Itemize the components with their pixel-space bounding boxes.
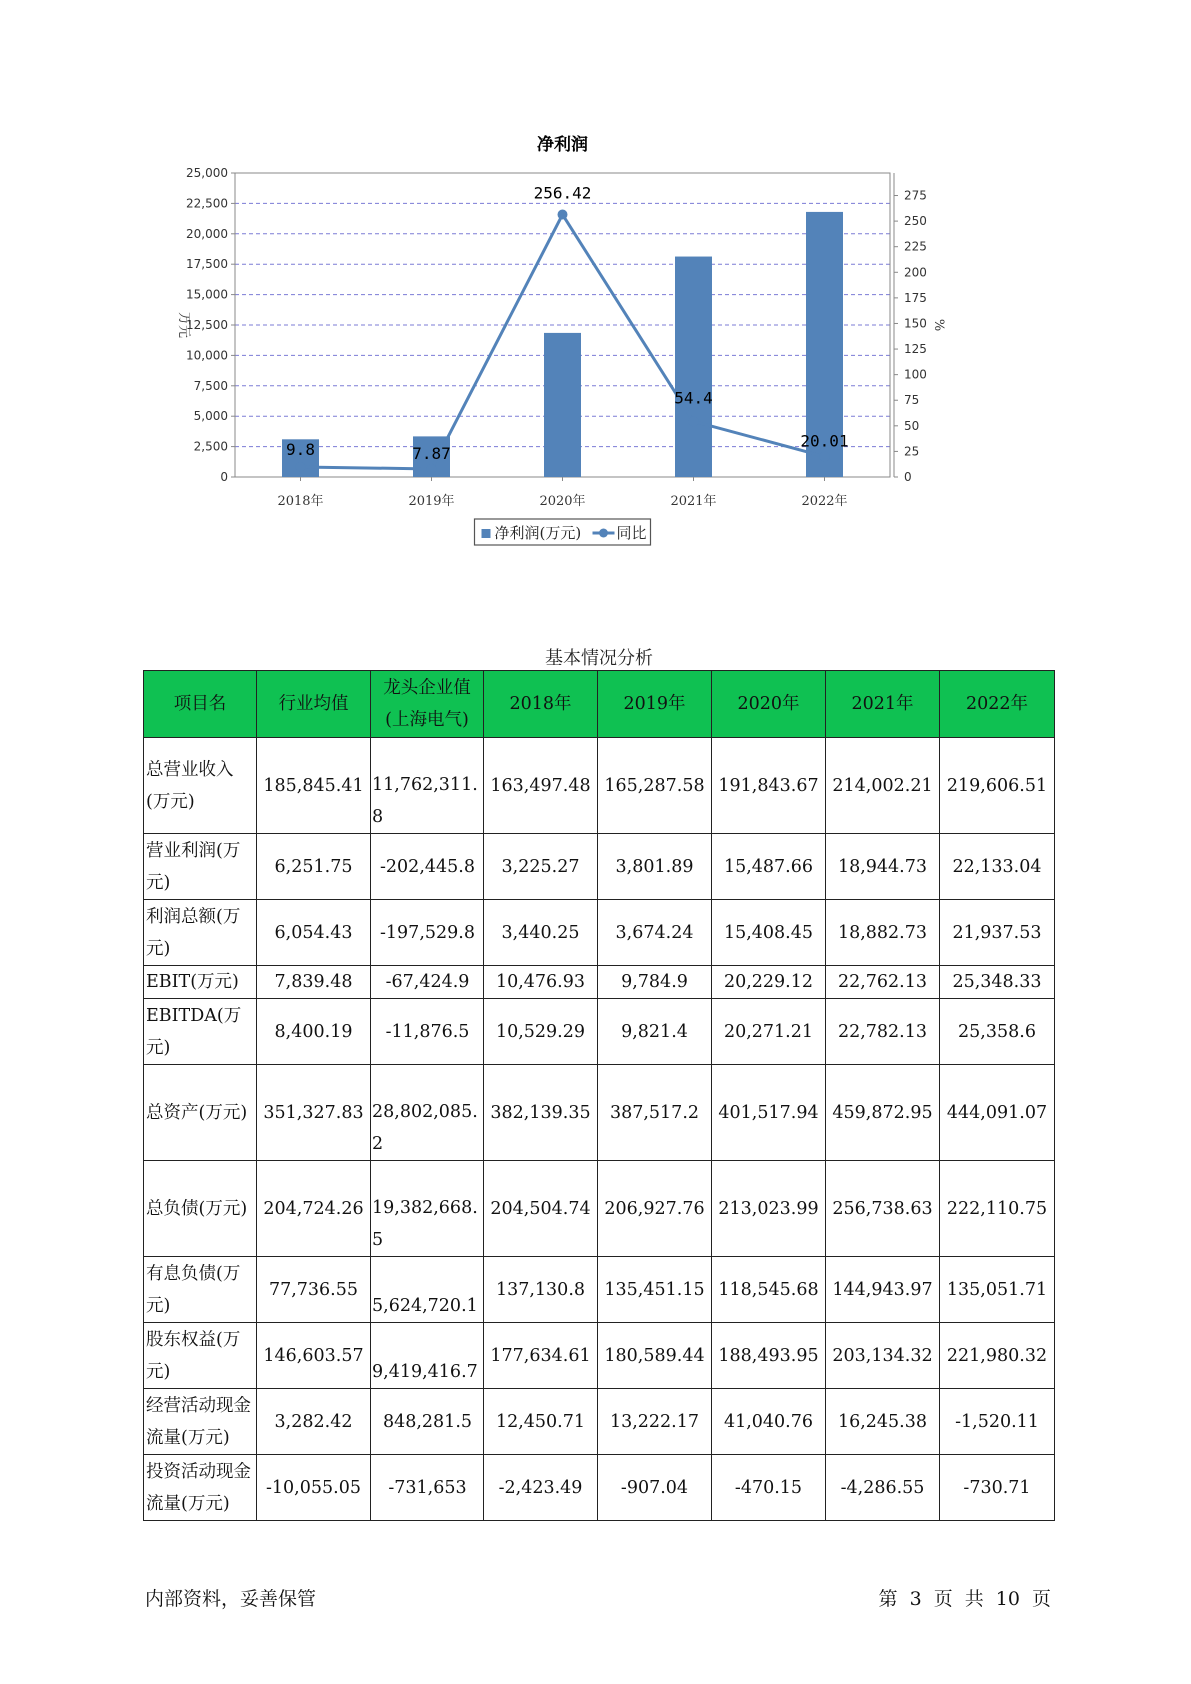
header-year: 2022年 [940, 671, 1055, 738]
row-year-value: 12,450.71 [484, 1389, 598, 1455]
y-tick-label: 17,500 [186, 257, 228, 272]
row-year-value: 20,271.21 [712, 999, 826, 1065]
header-year: 2019年 [598, 671, 712, 738]
y2-tick-label: 250 [904, 214, 927, 229]
yoy-data-label: 54.4 [674, 388, 713, 408]
row-year-value: 165,287.58 [598, 738, 712, 834]
row-item-name: 投资活动现金流量(万元) [144, 1455, 257, 1521]
row-year-value: -907.04 [598, 1455, 712, 1521]
y2-tick-label: 75 [904, 393, 920, 408]
footer-confidential-note: 内部资料，妥善保管 [145, 1588, 317, 1610]
row-industry-avg: 77,736.55 [257, 1257, 371, 1323]
bar [675, 257, 712, 477]
row-year-value: 222,110.75 [940, 1161, 1055, 1257]
row-item-name: 有息负债(万元) [144, 1257, 257, 1323]
y-tick-label: 10,000 [186, 348, 228, 363]
table-row [144, 999, 1055, 1065]
row-leader-value: -197,529.8 [371, 900, 484, 966]
row-year-value: 21,937.53 [940, 900, 1055, 966]
row-industry-avg: 6,251.75 [257, 834, 371, 900]
table-row [144, 1065, 1055, 1161]
table-body [144, 738, 1055, 1521]
table-row [144, 834, 1055, 900]
net-profit-chart [150, 130, 1030, 590]
row-year-value: 18,882.73 [826, 900, 940, 966]
row-item-name: 总营业收入(万元) [144, 738, 257, 834]
row-year-value: 444,091.07 [940, 1065, 1055, 1161]
row-industry-avg: 146,603.57 [257, 1323, 371, 1389]
row-leader-value: 5,624,720.1 [371, 1257, 484, 1323]
header-leader-line1: 龙头企业值 [383, 678, 471, 698]
header-industry-avg: 行业均值 [257, 671, 371, 738]
header-leader [371, 671, 484, 738]
row-year-value: 118,545.68 [712, 1257, 826, 1323]
row-year-value: -730.71 [940, 1455, 1055, 1521]
row-year-value: 15,408.45 [712, 900, 826, 966]
row-year-value: 203,134.32 [826, 1323, 940, 1389]
row-year-value: 9,821.4 [598, 999, 712, 1065]
row-item-name: EBIT(万元) [144, 966, 257, 999]
y-tick-label: 0 [220, 470, 228, 484]
row-year-value: 41,040.76 [712, 1389, 826, 1455]
y-axis-title: 万元 [176, 311, 191, 339]
row-year-value: -470.15 [712, 1455, 826, 1521]
row-year-value: 135,451.15 [598, 1257, 712, 1323]
table-row [144, 738, 1055, 834]
y2-tick-label: 200 [904, 265, 927, 280]
row-industry-avg: 6,054.43 [257, 900, 371, 966]
row-industry-avg: 185,845.41 [257, 738, 371, 834]
table-row [144, 1257, 1055, 1323]
y2-tick-label: 100 [904, 367, 927, 382]
legend-label-bar: 净利润(万元) [494, 524, 582, 542]
row-industry-avg: -10,055.05 [257, 1455, 371, 1521]
header-year: 2020年 [712, 671, 826, 738]
yoy-data-label: 20.01 [800, 431, 849, 451]
y2-tick-label: 150 [904, 316, 927, 331]
x-tick-label: 2018年 [277, 494, 324, 509]
row-year-value: 22,133.04 [940, 834, 1055, 900]
row-year-value: 144,943.97 [826, 1257, 940, 1323]
row-leader-value: 11,762,311.8 [371, 738, 484, 834]
y-tick-label: 20,000 [186, 226, 228, 241]
table-row [144, 1323, 1055, 1389]
row-item-name: 利润总额(万元) [144, 900, 257, 966]
table-caption: 基本情况分析 [545, 648, 653, 669]
y2-tick-label: 25 [904, 444, 920, 459]
row-item-name: 总资产(万元) [144, 1065, 257, 1161]
row-leader-value: 19,382,668.5 [371, 1161, 484, 1257]
row-leader-value: -731,653 [371, 1455, 484, 1521]
row-leader-value: -202,445.8 [371, 834, 484, 900]
y-tick-label: 2,500 [193, 439, 228, 454]
row-year-value: 137,130.8 [484, 1257, 598, 1323]
legend-label-line: 同比 [616, 524, 647, 542]
yoy-point [427, 464, 437, 474]
row-industry-avg: 204,724.26 [257, 1161, 371, 1257]
row-year-value: 3,440.25 [484, 900, 598, 966]
row-item-name: EBITDA(万元) [144, 999, 257, 1065]
row-leader-value: 28,802,085.2 [371, 1065, 484, 1161]
row-year-value: 9,784.9 [598, 966, 712, 999]
row-leader-value: 848,281.5 [371, 1389, 484, 1455]
header-leader-line2: (上海电气) [385, 710, 469, 730]
x-tick-label: 2022年 [801, 494, 848, 509]
row-leader-value: -67,424.9 [371, 966, 484, 999]
row-year-value: 10,476.93 [484, 966, 598, 999]
row-year-value: 22,782.13 [826, 999, 940, 1065]
row-item-name: 总负债(万元) [144, 1161, 257, 1257]
row-year-value: 3,801.89 [598, 834, 712, 900]
row-year-value: 188,493.95 [712, 1323, 826, 1389]
row-year-value: 387,517.2 [598, 1065, 712, 1161]
y-tick-label: 12,500 [186, 318, 228, 332]
yoy-point [689, 416, 699, 426]
row-year-value: 3,225.27 [484, 834, 598, 900]
y2-tick-label: 225 [904, 239, 927, 254]
row-year-value: 180,589.44 [598, 1323, 712, 1389]
y-tick-label: 22,500 [186, 196, 228, 211]
row-leader-value: 9,419,416.7 [371, 1323, 484, 1389]
row-year-value: 16,245.38 [826, 1389, 940, 1455]
row-industry-avg: 8,400.19 [257, 999, 371, 1065]
footer-page-number: 第 3 页 共 10 页 [878, 1588, 1051, 1610]
x-tick-label: 2021年 [670, 494, 717, 509]
legend-line-marker [599, 529, 608, 538]
row-year-value: 191,843.67 [712, 738, 826, 834]
row-leader-value: -11,876.5 [371, 999, 484, 1065]
basic-analysis-table [143, 670, 1055, 1521]
chart-canvas [150, 130, 1030, 590]
row-year-value: 135,051.71 [940, 1257, 1055, 1323]
y-tick-label: 25,000 [186, 166, 228, 180]
row-year-value: 213,023.99 [712, 1161, 826, 1257]
yoy-point [296, 462, 306, 472]
y2-tick-label: 0 [904, 470, 912, 484]
row-year-value: 219,606.51 [940, 738, 1055, 834]
x-tick-label: 2019年 [408, 494, 455, 509]
row-item-name: 营业利润(万元) [144, 834, 257, 900]
yoy-point [820, 452, 830, 462]
y2-tick-label: 275 [904, 188, 927, 203]
y2-tick-label: 125 [904, 342, 927, 357]
row-year-value: 25,348.33 [940, 966, 1055, 999]
row-year-value: 204,504.74 [484, 1161, 598, 1257]
bar [544, 333, 581, 477]
chart-title: 净利润 [537, 135, 588, 155]
row-year-value: -1,520.11 [940, 1389, 1055, 1455]
table-row [144, 1161, 1055, 1257]
row-year-value: 20,229.12 [712, 966, 826, 999]
row-year-value: 382,139.35 [484, 1065, 598, 1161]
y-tick-label: 5,000 [193, 409, 228, 424]
x-tick-label: 2020年 [539, 494, 586, 509]
row-industry-avg: 351,327.83 [257, 1065, 371, 1161]
y2-tick-label: 175 [904, 290, 927, 305]
legend-bar-swatch [482, 529, 491, 538]
row-item-name: 股东权益(万元) [144, 1323, 257, 1389]
row-year-value: 15,487.66 [712, 834, 826, 900]
row-industry-avg: 7,839.48 [257, 966, 371, 999]
row-year-value: -2,423.49 [484, 1455, 598, 1521]
row-year-value: 221,980.32 [940, 1323, 1055, 1389]
row-year-value: 163,497.48 [484, 738, 598, 834]
row-year-value: 13,222.17 [598, 1389, 712, 1455]
yoy-data-label: 256.42 [533, 183, 592, 203]
row-year-value: 459,872.95 [826, 1065, 940, 1161]
yoy-data-label: 7.87 [412, 443, 451, 463]
table-header-row [144, 671, 1055, 738]
row-year-value: 10,529.29 [484, 999, 598, 1065]
row-year-value: 214,002.21 [826, 738, 940, 834]
row-year-value: 206,927.76 [598, 1161, 712, 1257]
table-row [144, 900, 1055, 966]
row-year-value: 18,944.73 [826, 834, 940, 900]
row-item-name: 经营活动现金流量(万元) [144, 1389, 257, 1455]
table-row [144, 966, 1055, 999]
row-year-value: 401,517.94 [712, 1065, 826, 1161]
row-year-value: -4,286.55 [826, 1455, 940, 1521]
row-year-value: 3,674.24 [598, 900, 712, 966]
header-year: 2018年 [484, 671, 598, 738]
yoy-data-label: 9.8 [286, 439, 315, 459]
row-year-value: 177,634.61 [484, 1323, 598, 1389]
yoy-point [558, 210, 568, 220]
table-row [144, 1455, 1055, 1521]
row-year-value: 25,358.6 [940, 999, 1055, 1065]
row-year-value: 22,762.13 [826, 966, 940, 999]
header-item: 项目名 [144, 671, 257, 738]
table-row [144, 1389, 1055, 1455]
row-industry-avg: 3,282.42 [257, 1389, 371, 1455]
row-year-value: 256,738.63 [826, 1161, 940, 1257]
y-tick-label: 15,000 [186, 287, 228, 302]
header-year: 2021年 [826, 671, 940, 738]
y-tick-label: 7,500 [193, 378, 228, 393]
y2-axis-title: % [931, 318, 946, 332]
y2-tick-label: 50 [904, 418, 920, 433]
